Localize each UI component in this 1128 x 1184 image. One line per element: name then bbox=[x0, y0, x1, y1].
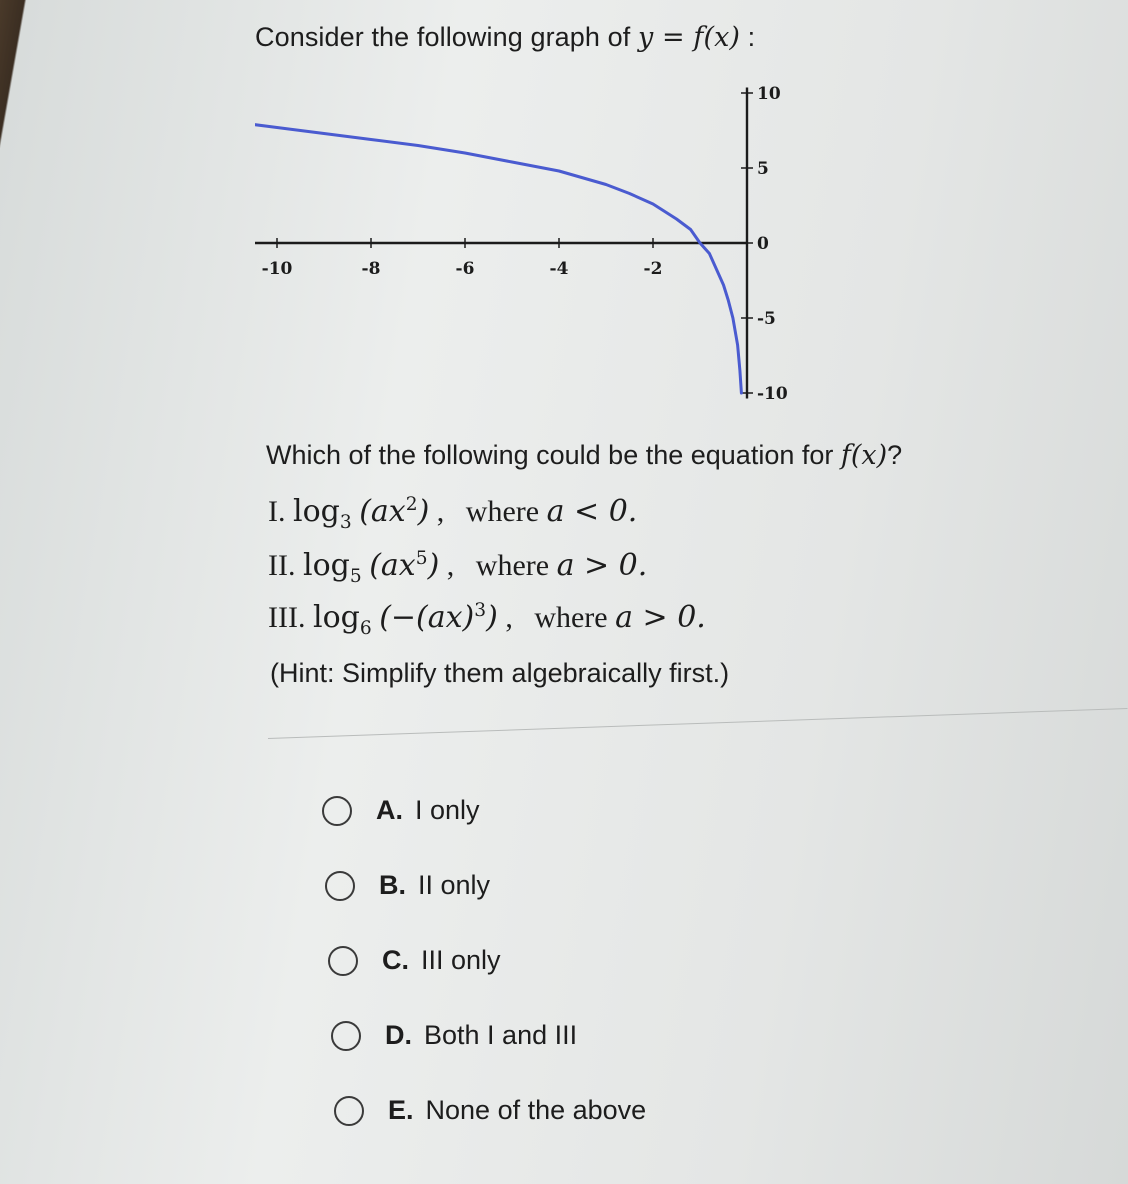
y-tick-label: 10 bbox=[757, 84, 781, 104]
hint-text: (Hint: Simplify them algebraically first.) bbox=[270, 658, 730, 688]
y-tick-label: 5 bbox=[757, 159, 769, 179]
choice-letter: C. bbox=[382, 945, 409, 975]
statement-where: where bbox=[534, 601, 608, 634]
choice-letter: E. bbox=[388, 1095, 414, 1125]
choice-text: II only bbox=[418, 870, 491, 900]
choice-a[interactable] bbox=[322, 795, 480, 826]
statement-iii bbox=[268, 600, 706, 639]
choice-letter: B. bbox=[379, 870, 406, 900]
choice-c[interactable] bbox=[328, 945, 501, 976]
statement-power: 3 bbox=[474, 600, 487, 621]
graph-intro-text: Consider the following graph of bbox=[255, 22, 638, 52]
statement-where: where bbox=[465, 495, 540, 528]
statement-arg: (ax bbox=[369, 548, 416, 583]
function-graph bbox=[255, 75, 815, 425]
graph-intro-suffix: : bbox=[740, 22, 756, 52]
question-prefix: Which of the following could be the equation for bbox=[266, 440, 841, 470]
radio-button[interactable] bbox=[331, 1021, 361, 1051]
statement-arg-close: ) bbox=[417, 494, 430, 529]
statement-arg: (−(ax) bbox=[379, 600, 475, 635]
statement-i bbox=[268, 494, 637, 533]
statement-base: 3 bbox=[339, 512, 352, 533]
choice-text: Both I and III bbox=[424, 1020, 578, 1050]
statement-condition: a < 0. bbox=[546, 494, 638, 529]
statement-sep: , bbox=[497, 601, 513, 634]
series-line bbox=[255, 125, 741, 394]
statement-arg: (ax bbox=[359, 494, 406, 529]
radio-button[interactable] bbox=[322, 796, 352, 826]
x-tick-label: -2 bbox=[643, 259, 663, 279]
divider bbox=[268, 708, 1128, 739]
question-text bbox=[266, 440, 902, 471]
statement-numeral: I. bbox=[268, 495, 286, 528]
radio-button[interactable] bbox=[328, 946, 358, 976]
statement-log: log bbox=[302, 548, 350, 583]
choice-text: I only bbox=[415, 795, 480, 825]
statement-log: log bbox=[293, 494, 340, 529]
statement-arg-close: ) bbox=[427, 548, 440, 583]
statement-condition: a > 0. bbox=[556, 548, 648, 583]
graph-intro-math: y = f(x) bbox=[637, 22, 741, 53]
statement-base: 5 bbox=[349, 566, 362, 587]
x-tick-label: -8 bbox=[361, 259, 381, 279]
choice-d[interactable] bbox=[331, 1020, 577, 1051]
choice-letter: D. bbox=[385, 1020, 412, 1050]
radio-button[interactable] bbox=[325, 871, 355, 901]
statement-power: 2 bbox=[405, 494, 418, 515]
y-tick-label: -10 bbox=[757, 384, 788, 404]
choice-e[interactable] bbox=[334, 1095, 646, 1126]
choice-text: III only bbox=[421, 945, 501, 975]
choice-letter: A. bbox=[376, 795, 403, 825]
graph-intro bbox=[255, 22, 755, 53]
choice-text: None of the above bbox=[425, 1095, 647, 1125]
statement-where: where bbox=[475, 549, 550, 582]
statement-condition: a > 0. bbox=[615, 600, 706, 635]
radio-button[interactable] bbox=[334, 1096, 364, 1126]
statement-numeral: II. bbox=[268, 549, 296, 582]
statement-sep: , bbox=[429, 495, 445, 528]
x-tick-label: -10 bbox=[261, 259, 293, 279]
statement-power: 5 bbox=[415, 548, 428, 569]
y-tick-label: -5 bbox=[757, 309, 776, 329]
question-suffix: ? bbox=[887, 440, 903, 470]
statement-log: log bbox=[312, 600, 360, 635]
statement-arg-close: ) bbox=[486, 600, 498, 635]
x-tick-label: -6 bbox=[455, 259, 475, 279]
choice-b[interactable] bbox=[325, 870, 490, 901]
statement-numeral: III. bbox=[268, 601, 306, 634]
x-tick-label: -4 bbox=[549, 259, 569, 279]
question-math: f(x) bbox=[840, 440, 888, 471]
statement-ii bbox=[268, 548, 647, 587]
y-tick-label: 0 bbox=[757, 234, 769, 254]
statement-base: 6 bbox=[359, 618, 372, 639]
statement-sep: , bbox=[439, 549, 455, 582]
